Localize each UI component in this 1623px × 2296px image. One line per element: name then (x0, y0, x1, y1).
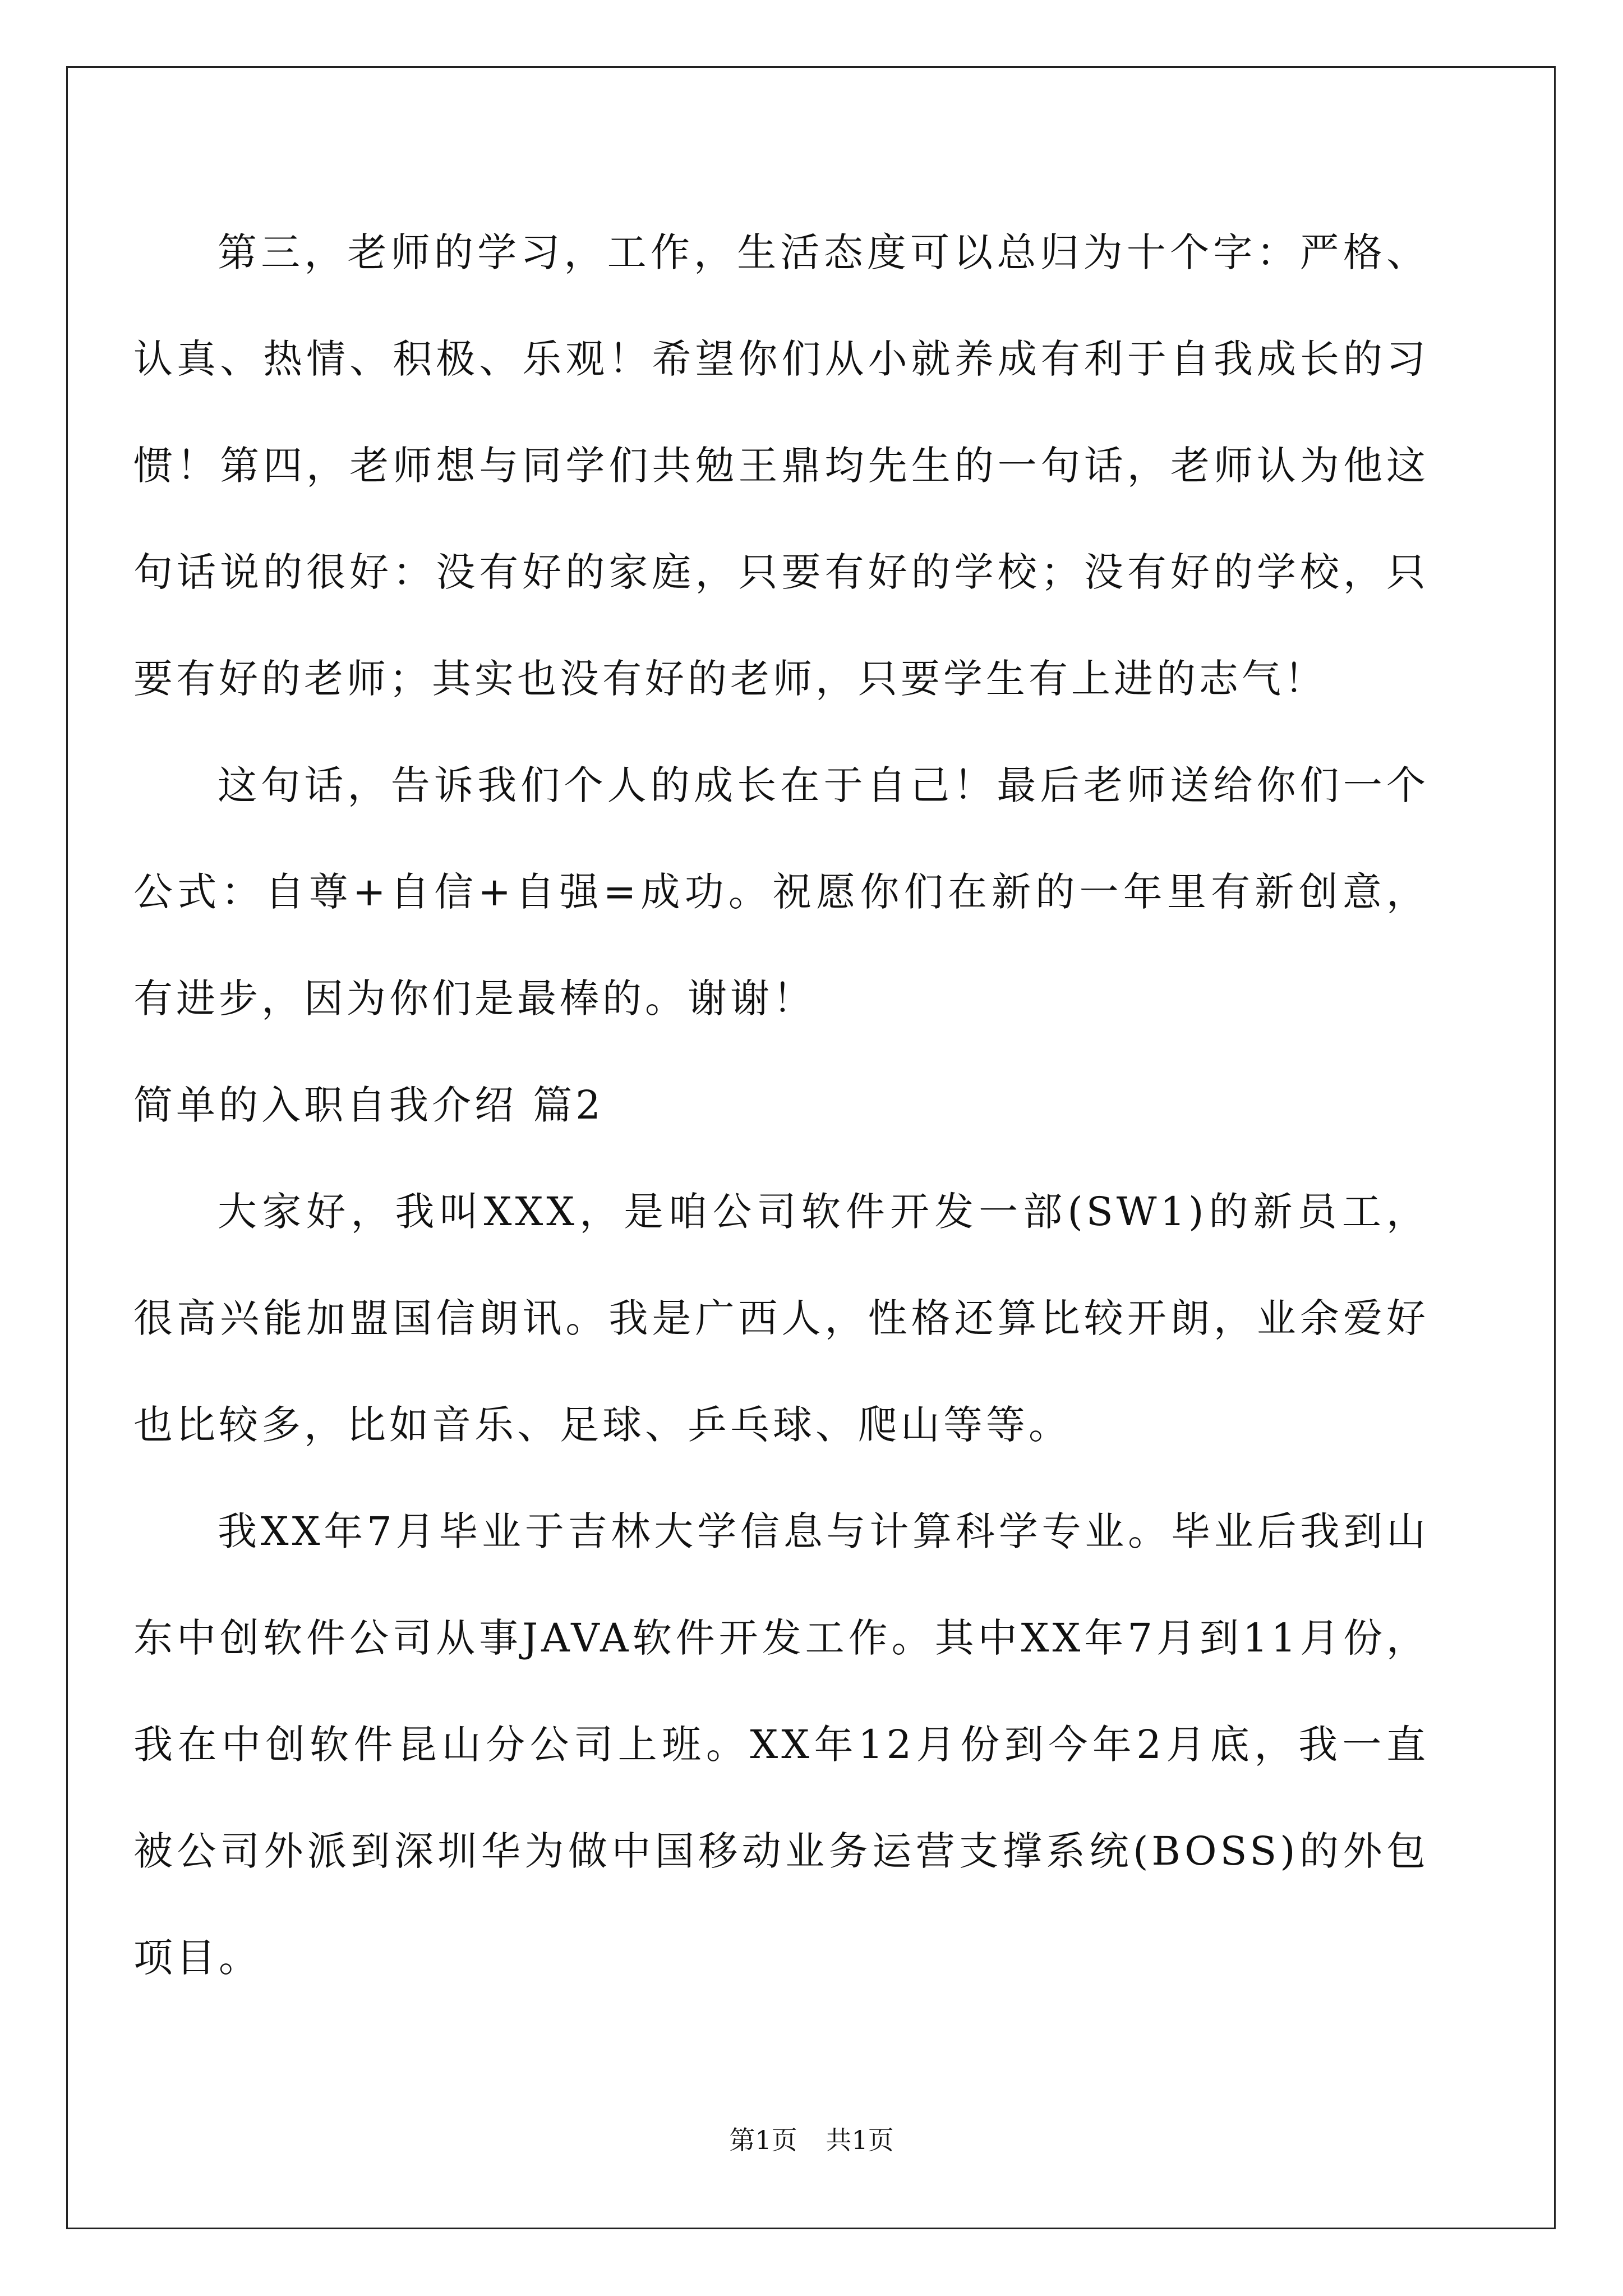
page-number-total: 共1页 (826, 2125, 894, 2155)
page-footer (0, 2123, 1623, 2157)
paragraph-advice: 第三，老师的学习，工作，生活态度可以总归为十个字：严格、认真、热情、积极、乐观！希望你们从小就养成有利于自我成长的习惯！第四，老师想与同学们共勉王鼎均先生的一句话，老师认为他这句话说的很好：没有好的家庭，只要有好的学校；没有好的学校，只要有好的老师；其实也没有好的老师，只要学生有上进的志气！ (133, 229, 1429, 702)
paragraph-intro: 大家好，我叫XXX，是咱公司软件开发一部(SW1)的新员工，很高兴能加盟国信朗讯。我是广西人，性格还算比较开朗，业余爱好也比较多，比如音乐、足球、乒乓球、爬山等等。 (133, 1189, 1429, 1448)
paragraph-experience: 我XX年7月毕业于吉林大学信息与计算科学专业。毕业后我到山东中创软件公司从事JAVA软件开发工作。其中XX年7月到11月份，我在中创软件昆山分公司上班。XX年12月份到今年2月底，我一直被公司外派到深圳华为做中国移动业务运营支撑系统(BOSS)的外包项目。 (133, 1508, 1429, 1981)
section-heading: 简单的入职自我介绍 篇2 (133, 1082, 604, 1128)
page-number-current: 第1页 (729, 2125, 797, 2155)
paragraph-closing: 这句话，告诉我们个人的成长在于自己！最后老师送给你们一个公式：自尊+自信+自强=成功。祝愿你们在新的一年里有新创意，有进步，因为你们是最棒的。谢谢！ (133, 762, 1429, 1022)
